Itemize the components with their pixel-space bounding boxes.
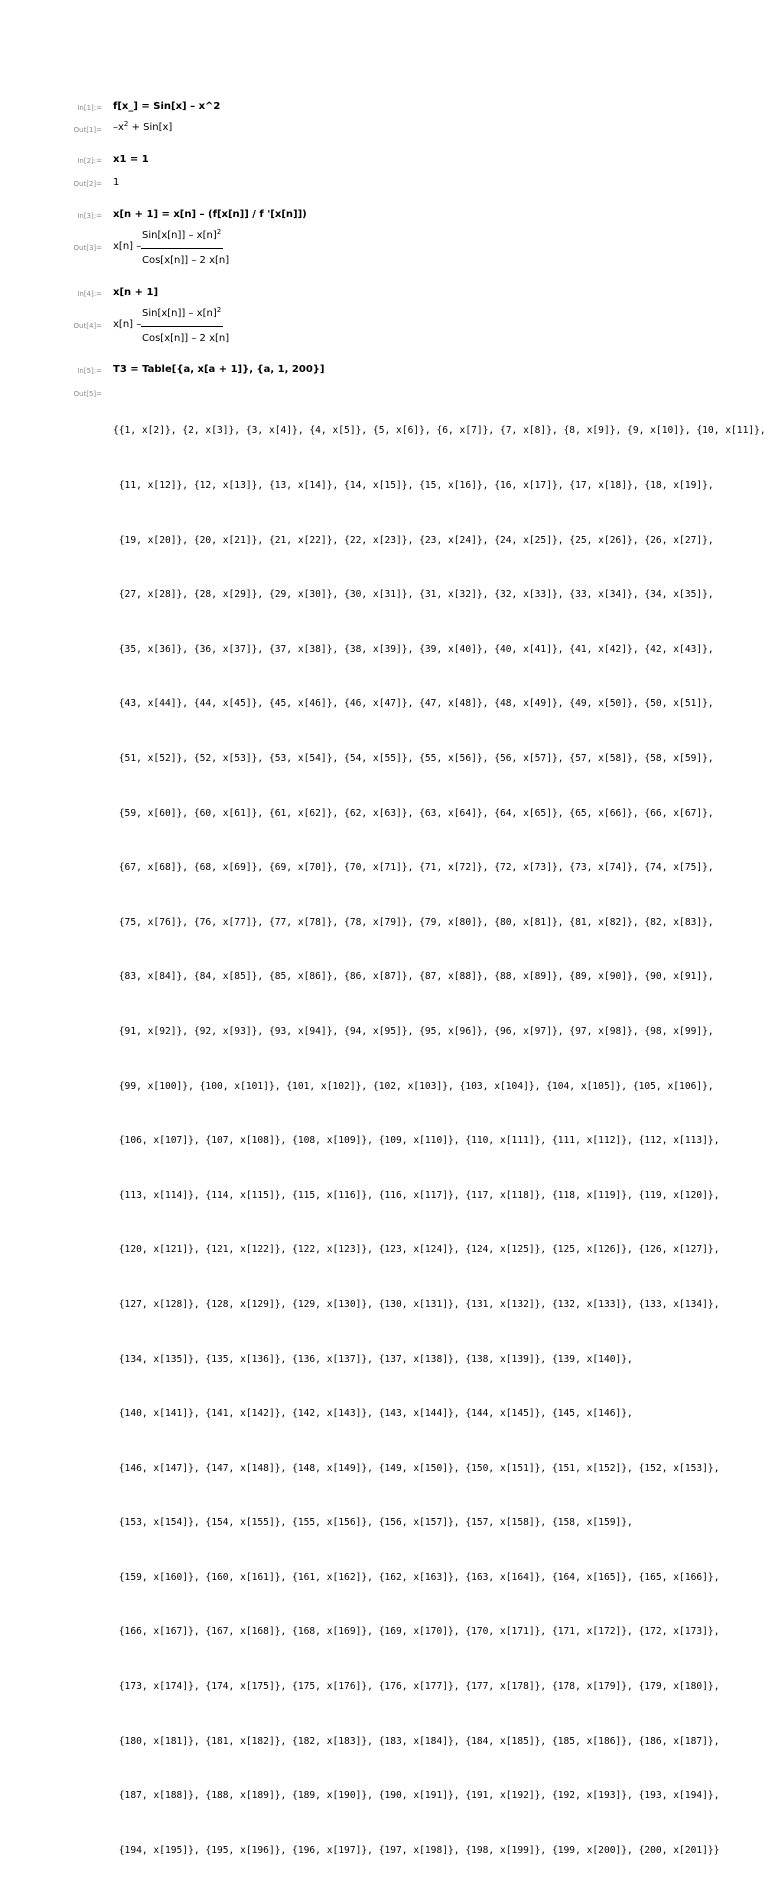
fraction-denominator: Cos[x[n]] – 2 x[n] [142,255,230,266]
output-prefix: x[n] – [113,319,142,330]
output-text: –x [113,122,124,133]
fraction-bar [141,248,223,249]
fraction-numerator [142,308,221,319]
exponent: 2 [123,120,129,128]
output-line: {134, x[135]}, {135, x[136]}, {136, x[137]}, {137, x[138]}, {138, x[139]}, {139, x[140]}, [113,1353,633,1365]
output-line: {43, x[44]}, {44, x[45]}, {45, x[46]}, {46, x[47]}, {47, x[48]}, {48, x[49]}, {49, x[50]}, {50, x[51]}, [113,698,714,710]
output-label: Out[2]= [73,180,102,188]
exponent: 2 [216,228,222,236]
fraction-denominator: Cos[x[n]] – 2 x[n] [142,333,230,344]
output-line: {127, x[128]}, {128, x[129]}, {129, x[130]}, {130, x[131]}, {131, x[132]}, {132, x[133]}, {133, x[134]}, [113,1298,720,1310]
output-line: {35, x[36]}, {36, x[37]}, {37, x[38]}, {38, x[39]}, {39, x[40]}, {40, x[41]}, {41, x[42]}, {42, x[43]}, [113,643,714,655]
output-line: {187, x[188]}, {188, x[189]}, {189, x[190]}, {190, x[191]}, {191, x[192]}, {192, x[193]}, {193, x[194]}, [113,1790,720,1802]
input-cell[interactable]: T3 = Table[{a, x[a + 1]}, {a, 1, 200}] [113,364,325,375]
output-line: {106, x[107]}, {107, x[108]}, {108, x[109]}, {109, x[110]}, {110, x[111]}, {111, x[112]}, {112, x[113]}, [113,1135,720,1147]
input-label: In[2]:= [77,157,102,165]
output-line: {83, x[84]}, {84, x[85]}, {85, x[86]}, {86, x[87]}, {87, x[88]}, {88, x[89]}, {89, x[90]}, {90, x[91]}, [113,971,714,983]
output-line: {{1, x[2]}, {2, x[3]}, {3, x[4]}, {4, x[5]}, {5, x[6]}, {6, x[7]}, {7, x[8]}, {8, x[9]}, {9, x[10]}, {10, x[11]}, [113,425,766,437]
input-cell[interactable]: x[n + 1] [113,287,159,298]
input-label: In[4]:= [77,290,102,298]
input-cell[interactable]: x1 = 1 [113,154,149,165]
output-line: {19, x[20]}, {20, x[21]}, {21, x[22]}, {22, x[23]}, {23, x[24]}, {24, x[25]}, {25, x[26]}, {26, x[27]}, [113,534,714,546]
table-output [113,386,766,1878]
numerator-text: Sin[x[n]] – x[n] [142,308,217,319]
output-prefix: x[n] – [113,241,142,252]
fraction-numerator [142,230,221,241]
output-line: {153, x[154]}, {154, x[155]}, {155, x[156]}, {156, x[157]}, {157, x[158]}, {158, x[159]}, [113,1517,633,1529]
output-line: {27, x[28]}, {28, x[29]}, {29, x[30]}, {30, x[31]}, {31, x[32]}, {32, x[33]}, {33, x[34]}, {34, x[35]}, [113,589,714,601]
output-line: {113, x[114]}, {114, x[115]}, {115, x[116]}, {116, x[117]}, {117, x[118]}, {118, x[119]}, {119, x[120]}, [113,1189,720,1201]
output-label: Out[4]= [73,322,102,330]
input-label: In[1]:= [77,104,102,112]
input-label: In[3]:= [77,212,102,220]
input-label: In[5]:= [77,367,102,375]
output-line: {51, x[52]}, {52, x[53]}, {53, x[54]}, {54, x[55]}, {55, x[56]}, {56, x[57]}, {57, x[58]}, {58, x[59]}, [113,752,714,764]
output-line: {194, x[195]}, {195, x[196]}, {196, x[197]}, {197, x[198]}, {198, x[199]}, {199, x[200]}, {200, x[201]}} [113,1844,720,1856]
output-line: {75, x[76]}, {76, x[77]}, {77, x[78]}, {78, x[79]}, {79, x[80]}, {80, x[81]}, {81, x[82]}, {82, x[83]}, [113,916,714,928]
output-line: {67, x[68]}, {68, x[69]}, {69, x[70]}, {70, x[71]}, {71, x[72]}, {72, x[73]}, {73, x[74]}, {74, x[75]}, [113,862,714,874]
output-cell: 1 [113,177,120,188]
output-line: {11, x[12]}, {12, x[13]}, {13, x[14]}, {14, x[15]}, {15, x[16]}, {16, x[17]}, {17, x[18]}, {18, x[19]}, [113,480,714,491]
output-line: {173, x[174]}, {174, x[175]}, {175, x[176]}, {176, x[177]}, {177, x[178]}, {178, x[179]}, {179, x[180]}, [113,1681,720,1693]
output-line: {91, x[92]}, {92, x[93]}, {93, x[94]}, {94, x[95]}, {95, x[96]}, {96, x[97]}, {97, x[98]}, {98, x[99]}, [113,1025,714,1037]
output-line: {146, x[147]}, {147, x[148]}, {148, x[149]}, {149, x[150]}, {150, x[151]}, {151, x[152]}, {152, x[153]}, [113,1462,720,1474]
output-label: Out[5]= [73,390,102,398]
output-line: {120, x[121]}, {121, x[122]}, {122, x[123]}, {123, x[124]}, {124, x[125]}, {125, x[126]}, {126, x[127]}, [113,1244,720,1256]
output-line: {59, x[60]}, {60, x[61]}, {61, x[62]}, {62, x[63]}, {63, x[64]}, {64, x[65]}, {65, x[66]}, {66, x[67]}, [113,807,714,819]
output-line: {99, x[100]}, {100, x[101]}, {101, x[102]}, {102, x[103]}, {103, x[104]}, {104, x[105]}, {105, x[106]}, [113,1080,714,1092]
input-cell[interactable]: x[n + 1] = x[n] – (f[x[n]] / f '[x[n]]) [113,209,307,220]
output-line: {180, x[181]}, {181, x[182]}, {182, x[183]}, {183, x[184]}, {184, x[185]}, {185, x[186]}, {186, x[187]}, [113,1735,720,1747]
output-line: {166, x[167]}, {167, x[168]}, {168, x[169]}, {169, x[170]}, {170, x[171]}, {171, x[172]}, {172, x[173]}, [113,1626,720,1638]
output-cell [113,122,172,133]
fraction-bar [141,326,223,327]
output-text: + Sin[x] [128,122,173,133]
output-label: Out[3]= [73,244,102,252]
exponent: 2 [216,306,222,314]
output-line: {159, x[160]}, {160, x[161]}, {161, x[162]}, {162, x[163]}, {163, x[164]}, {164, x[165]}, {165, x[166]}, [113,1571,720,1583]
output-line: {140, x[141]}, {141, x[142]}, {142, x[143]}, {143, x[144]}, {144, x[145]}, {145, x[146]}, [113,1408,633,1420]
numerator-text: Sin[x[n]] – x[n] [142,230,217,241]
output-label: Out[1]= [73,126,102,134]
input-cell[interactable]: f[x_] = Sin[x] – x^2 [113,101,221,112]
